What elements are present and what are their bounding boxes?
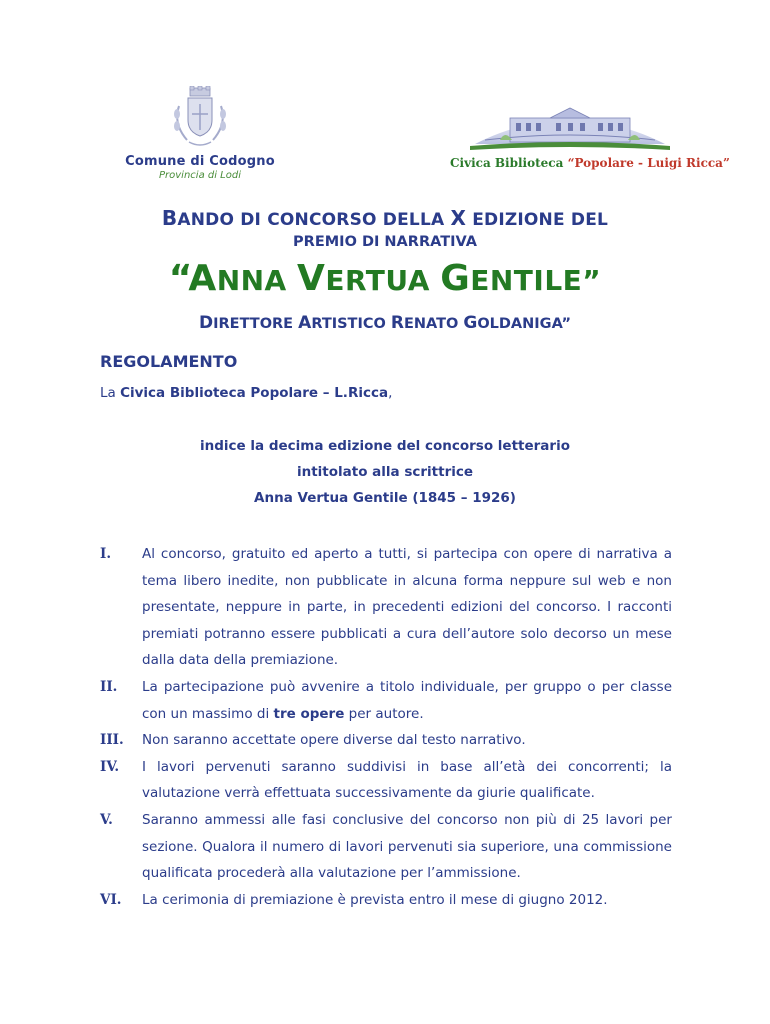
award-cap: “A: [168, 258, 217, 299]
intro-line: [100, 385, 392, 401]
article-text-bold: tre opere: [273, 705, 345, 722]
award-text: ENTILE”: [470, 264, 602, 297]
section-heading: REGOLAMENTO: [100, 352, 238, 371]
article-item: [100, 754, 672, 807]
director-cap: R: [390, 313, 404, 333]
director-text: ENATO: [403, 316, 464, 332]
article-text: La cerimonia di premiazione è prevista entro il mese di giugno 2012.: [142, 891, 608, 908]
article-text: [142, 674, 672, 727]
article-item: [100, 727, 672, 754]
award-text: NNA: [216, 264, 297, 297]
article-text-post: per autore.: [344, 705, 424, 722]
director-text: RTISTICO: [311, 316, 391, 332]
article-number: VI.: [100, 891, 122, 908]
article-text: Non saranno accettate opere diverse dal testo narrativo.: [142, 732, 526, 749]
director-cap: A: [298, 313, 312, 333]
announcement-line-3: Anna Vertua Gentile (1845 – 1926): [254, 490, 516, 506]
library-name-quoted: “Popolare - Luigi Ricca”: [567, 156, 730, 170]
title-line-2: PREMIO DI NARRATIVA: [293, 234, 477, 250]
article-text-pre: La partecipazione può avvenire a titolo individuale, per gruppo o per classe con un massimo di: [142, 678, 672, 722]
article-item: [100, 541, 672, 674]
article-number: V.: [100, 811, 113, 828]
award-title: [0, 258, 770, 299]
article-number: II.: [100, 678, 118, 695]
title-text: ANDO DI CONCORSO DELLA: [177, 210, 451, 230]
article-item: [100, 674, 672, 727]
article-item: [100, 807, 672, 887]
article-number: IV.: [100, 758, 120, 775]
intro-post: ,: [388, 385, 393, 401]
article-number: I.: [100, 546, 112, 562]
intro-organization: Civica Biblioteca Popolare – L.Ricca: [120, 385, 389, 401]
title-text: EDIZIONE DEL: [466, 210, 609, 230]
article-text: Saranno ammessi alle fasi conclusive del concorso non più di 25 lavori per sezione. Qualora il numero di lavori pervenuti sia superiore, una commissione qualificata procederà alla valutazione per l’ammissione.: [142, 811, 672, 882]
title-cap: B: [161, 206, 178, 230]
municipal-crest-icon: [165, 86, 235, 152]
award-text: ERTUA: [325, 264, 441, 297]
director-text: OLDANIGA”: [477, 316, 572, 332]
director-cap: G: [463, 313, 478, 333]
announcement-line-1: indice la decima edizione del concorso letterario: [200, 438, 570, 454]
comune-logo: [120, 86, 280, 181]
library-name-prefix: Civica Biblioteca: [450, 156, 568, 170]
article-number: III.: [100, 732, 124, 749]
article-text: I lavori pervenuti saranno suddivisi in base all’età dei concorrenti; la valutazione verrà effettuata successivamente da giurie qualificate.: [142, 758, 672, 802]
award-cap: V: [296, 258, 326, 299]
library-name: [450, 156, 730, 170]
artistic-director: [0, 313, 770, 333]
comune-name: Comune di Codogno: [125, 154, 275, 169]
intro-pre: La: [100, 385, 121, 401]
title-cap: X: [450, 206, 467, 230]
title-line-1: [0, 206, 770, 230]
articles-list: [100, 541, 672, 913]
article-item: [100, 887, 672, 914]
library-logo: [450, 100, 730, 170]
library-building-icon: [470, 100, 670, 154]
article-text: Al concorso, gratuito ed aperto a tutti, si partecipa con opere di narrativa a tema libero inedite, non pubblicate in alcuna forma neppure sul web e non presentate, neppure in parte, in precedenti edizioni del concorso. I racconti premiati potranno essere pubblicati a cura dell’autore solo decorso un mese dalla data della premiazione.: [142, 546, 672, 669]
announcement-line-2: intitolato alla scrittrice: [296, 464, 474, 480]
award-cap: G: [440, 258, 471, 299]
director-cap: D: [198, 313, 214, 333]
comune-province: Provincia di Lodi: [159, 170, 241, 181]
director-text: IRETTORE: [213, 316, 299, 332]
